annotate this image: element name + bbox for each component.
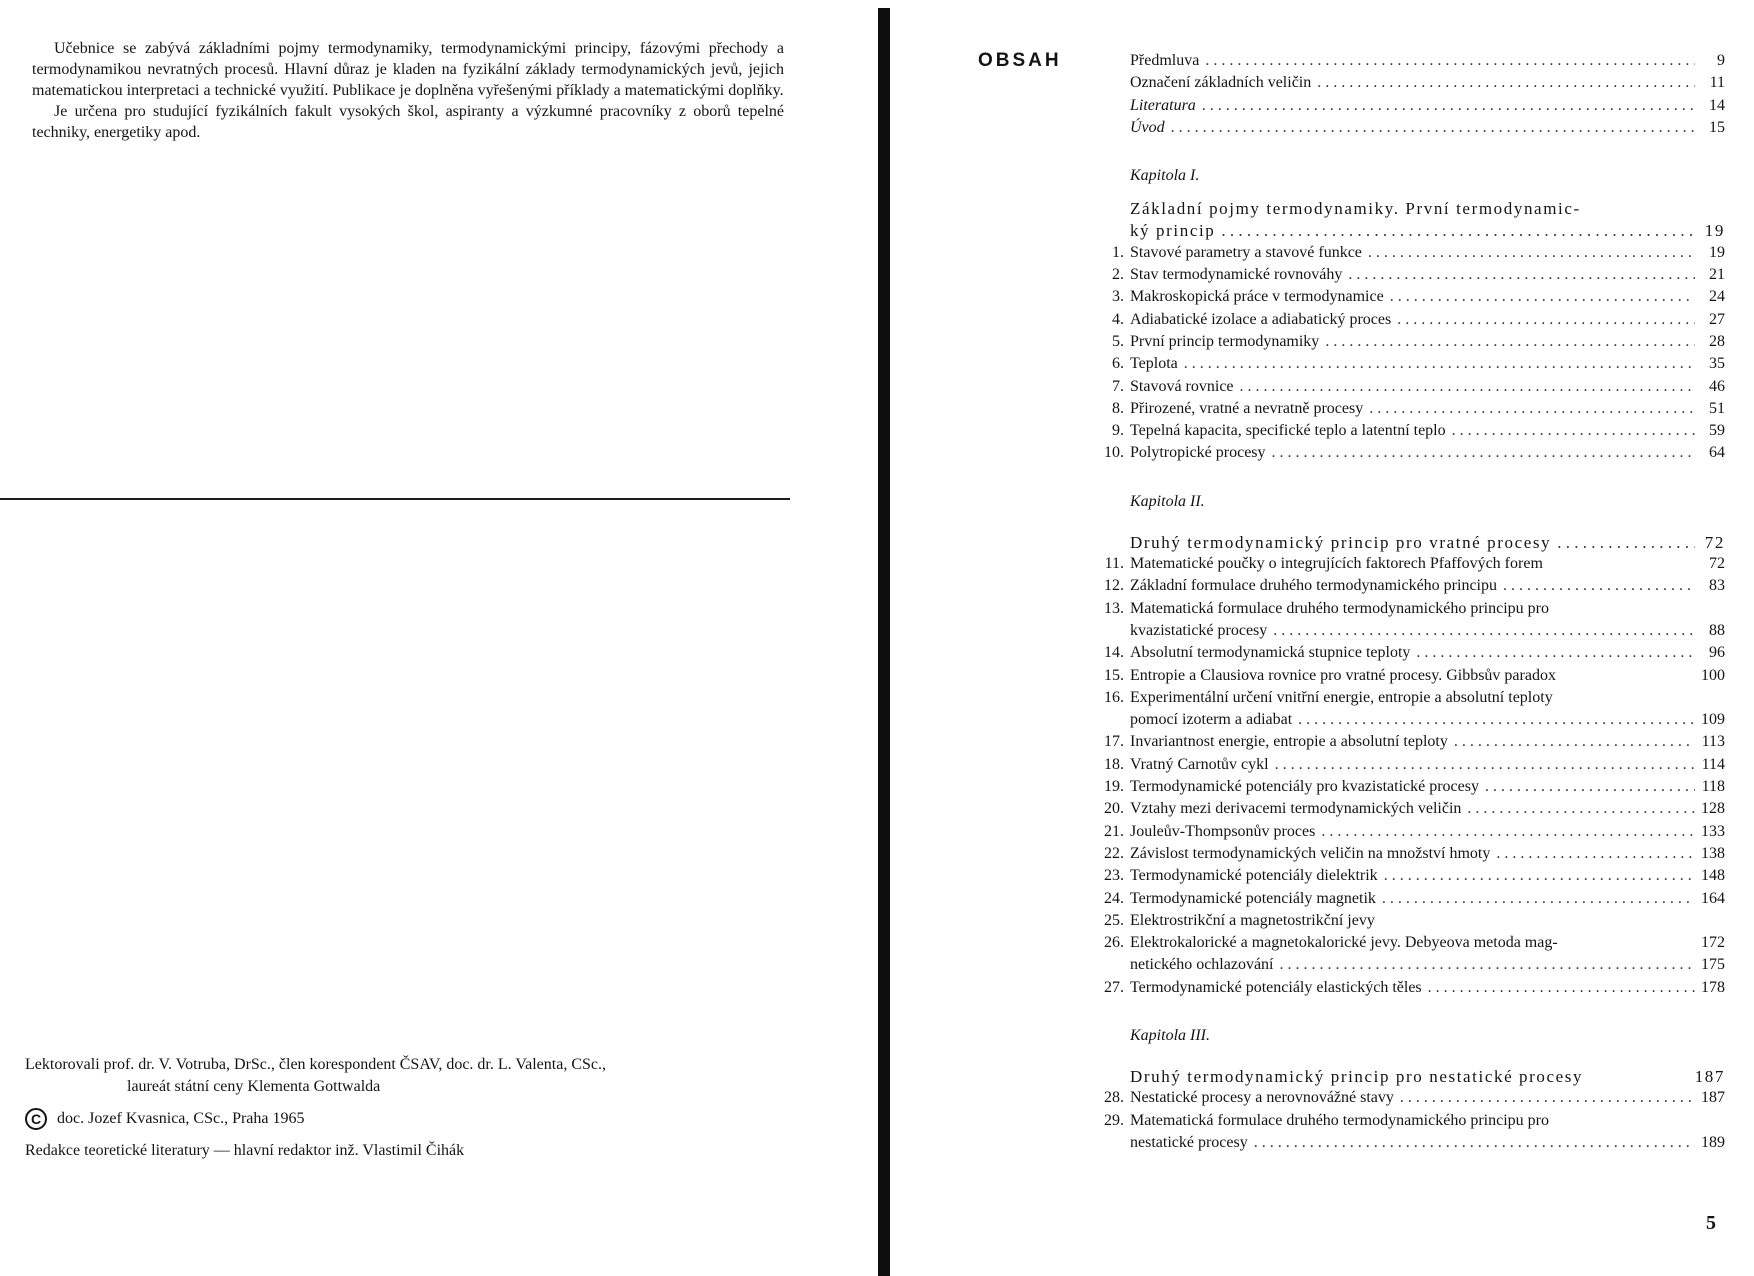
toc-entry-title: Matematické poučky o integrujících faktorech Pfaffových forem xyxy=(1130,555,1543,573)
toc-entry-title: Literatura xyxy=(1130,96,1196,114)
toc-entry-page: 113 xyxy=(1701,733,1725,751)
toc-section-entry[interactable] xyxy=(1112,377,1725,400)
toc-entry-number: 3. xyxy=(1112,288,1124,306)
toc-section-entry[interactable] xyxy=(1104,800,1725,822)
toc-entry-page: 172 xyxy=(1701,934,1725,952)
toc-entry-title: Tepelná kapacita, specifické teplo a latentní teplo xyxy=(1130,422,1446,440)
toc-section-entry[interactable] xyxy=(1130,711,1725,733)
toc-entry-title: Elektrokalorické a magnetokalorické jevy. Debyeova metoda mag- xyxy=(1130,934,1558,952)
toc-entry-page: 187 xyxy=(1701,1089,1725,1107)
chapter-3-title[interactable] xyxy=(1130,1067,1725,1089)
toc-entry-number: 18. xyxy=(1104,755,1124,773)
toc-entry-page: 100 xyxy=(1701,666,1725,684)
toc-section-entry[interactable] xyxy=(1104,778,1725,800)
toc-entry-number: 23. xyxy=(1104,867,1124,885)
toc-entry-title: Termodynamické potenciály pro kvazistatické procesy xyxy=(1130,778,1479,796)
toc-entry-title: Termodynamické potenciály dielektrik xyxy=(1130,867,1378,885)
toc-section-entry[interactable] xyxy=(1104,1111,1725,1134)
toc-section-entry[interactable] xyxy=(1104,889,1725,912)
toc-entry-page: 178 xyxy=(1701,978,1725,996)
dot-leader xyxy=(1390,288,1695,306)
dot-leader xyxy=(1317,74,1695,92)
toc-entry-title: Základní formulace druhého termodynamického principu xyxy=(1130,577,1497,595)
toc-entry-number: 4. xyxy=(1112,310,1124,328)
dot-leader xyxy=(1205,52,1695,70)
toc-entry-page: 72 xyxy=(1709,555,1725,573)
chapter-title-text: Druhý termodynamický princip pro nestatické procesy xyxy=(1130,1066,1584,1086)
spacer xyxy=(1130,515,1725,533)
copyright-icon: C xyxy=(25,1108,47,1130)
toc-entry-page: 96 xyxy=(1709,644,1725,662)
dot-leader xyxy=(1221,221,1695,241)
dot-leader xyxy=(1348,266,1695,284)
toc-entry-page: 27 xyxy=(1709,310,1725,328)
toc-entry-title: Označení základních veličin xyxy=(1130,74,1312,92)
toc-entry-page: 19 xyxy=(1704,221,1725,241)
toc-entry-title: Stav termodynamické rovnováhy xyxy=(1130,266,1343,284)
description-paragraph-2: Je určena pro studující fyzikálních fakult vysokých škol, aspiranty a výzkumné pracovníky z oborů tepelné techniky, energetiky apod. xyxy=(32,103,784,141)
spacer xyxy=(1130,1049,1725,1067)
toc-entry-title: netického ochlazování xyxy=(1130,956,1274,974)
toc-entry-number: 12. xyxy=(1104,577,1124,595)
toc-entry-number: 11. xyxy=(1104,555,1124,573)
toc-section-entry[interactable] xyxy=(1104,934,1725,956)
toc-entry-title: Experimentální určení vnitřní energie, entropie a absolutní teploty xyxy=(1130,688,1553,706)
toc-section-entry[interactable] xyxy=(1104,822,1725,845)
toc-entry-page: 28 xyxy=(1709,332,1725,350)
toc-entry-title: Entropie a Clausiova rovnice pro vratné procesy. Gibbsův paradox xyxy=(1130,666,1556,684)
toc-front-matter-entry[interactable] xyxy=(1130,74,1725,96)
spacer xyxy=(1130,467,1725,493)
toc-entry-number: 21. xyxy=(1104,822,1124,840)
dot-leader xyxy=(1240,378,1695,396)
spacer xyxy=(1130,1001,1725,1027)
toc-entry-title: nestatické procesy xyxy=(1130,1133,1248,1151)
dot-leader xyxy=(1368,244,1695,262)
dot-leader xyxy=(1397,311,1695,329)
horizontal-rule xyxy=(0,498,790,500)
chapter-3-label: Kapitola III. xyxy=(1130,1026,1210,1044)
toc-section-entry[interactable] xyxy=(1104,733,1725,755)
toc-entry-page: 59 xyxy=(1709,422,1725,440)
editor-line: Redakce teoretické literatury — hlavní redaktor inž. Vlastimil Čihák xyxy=(25,1142,465,1159)
dot-leader xyxy=(1557,533,1695,553)
dot-leader xyxy=(1298,711,1695,729)
dot-leader xyxy=(1325,333,1695,351)
toc-entry-page: 21 xyxy=(1709,266,1725,284)
toc-entry-number: 22. xyxy=(1104,844,1124,862)
chapter-title-text: ký princip xyxy=(1130,221,1216,241)
toc-entry-title: Matematická formulace druhého termodynamického principu pro xyxy=(1130,599,1549,617)
toc-entry-number: 1. xyxy=(1112,243,1124,261)
toc-entry-title: Úvod xyxy=(1130,118,1165,136)
toc-entry-number: 15. xyxy=(1104,666,1124,684)
dot-leader xyxy=(1496,845,1695,863)
toc-entry-page: 64 xyxy=(1709,444,1725,462)
dot-leader xyxy=(1485,778,1695,796)
toc-section-entry[interactable] xyxy=(1104,755,1725,778)
toc-entry-title: Adiabatické izolace a adiabatický proces xyxy=(1130,310,1392,328)
toc-entry-title: Matematická formulace druhého termodynamického principu pro xyxy=(1130,1111,1549,1129)
toc-entry-page: 133 xyxy=(1701,822,1725,840)
toc-entry-title: Absolutní termodynamická stupnice teploty xyxy=(1130,644,1411,662)
dot-leader xyxy=(1416,644,1695,662)
toc-entry-title: Stavová rovnice xyxy=(1130,377,1234,395)
toc-entry-page: 128 xyxy=(1701,800,1725,818)
credits xyxy=(25,1054,845,1162)
table-of-contents xyxy=(1104,52,1725,1156)
toc-entry-page: 88 xyxy=(1709,621,1725,639)
toc-front-matter-entry[interactable] xyxy=(1130,119,1725,141)
toc-section-entry[interactable] xyxy=(1112,243,1725,266)
toc-section-entry[interactable] xyxy=(1104,867,1725,889)
toc-entry-page: 148 xyxy=(1701,867,1725,885)
book-description xyxy=(32,38,784,143)
toc-entry-page: 15 xyxy=(1709,118,1725,136)
spacer xyxy=(1130,189,1725,199)
dot-leader xyxy=(1467,800,1695,818)
toc-entry-page: 189 xyxy=(1701,1133,1725,1151)
toc-section-entry[interactable] xyxy=(1112,355,1725,377)
dot-leader xyxy=(1202,97,1695,115)
toc-section-entry[interactable] xyxy=(1112,399,1725,422)
toc-entry-title: Nestatické procesy a nerovnovážné stavy xyxy=(1130,1089,1394,1107)
toc-entry-title: Přirozené, vratné a nevratně procesy xyxy=(1130,399,1364,417)
dot-leader xyxy=(1382,890,1695,908)
toc-entry-title: Závislost termodynamických veličin na množství hmoty xyxy=(1130,844,1491,862)
dot-leader xyxy=(1254,1134,1695,1152)
dot-leader xyxy=(1369,400,1695,418)
toc-entry-title: Teplota xyxy=(1130,355,1178,373)
toc-section-entry[interactable] xyxy=(1104,444,1725,466)
dot-leader xyxy=(1452,422,1695,440)
chapter-1-label: Kapitola I. xyxy=(1130,167,1200,185)
toc-entry-number: 10. xyxy=(1104,444,1124,462)
dot-leader xyxy=(1428,979,1695,997)
toc-entry-page: 175 xyxy=(1701,956,1725,974)
chapter-1-title-cont[interactable] xyxy=(1130,221,1725,243)
toc-entry-title: Termodynamické potenciály magnetik xyxy=(1130,889,1376,907)
toc-section-entry[interactable] xyxy=(1112,332,1725,355)
toc-section-entry[interactable] xyxy=(1104,599,1725,622)
toc-entry-page: 46 xyxy=(1709,377,1725,395)
toc-section-entry[interactable] xyxy=(1104,688,1725,711)
toc-entry-number: 6. xyxy=(1112,355,1124,373)
toc-entry-number: 13. xyxy=(1104,599,1124,617)
toc-section-entry[interactable] xyxy=(1112,288,1725,310)
toc-section-entry[interactable] xyxy=(1130,622,1725,644)
toc-entry-number: 7. xyxy=(1112,377,1124,395)
toc-section-entry[interactable] xyxy=(1104,844,1725,867)
dot-leader xyxy=(1400,1089,1695,1107)
toc-entry-page: 138 xyxy=(1701,844,1725,862)
toc-entry-title: Stavové parametry a stavové funkce xyxy=(1130,243,1362,261)
toc-entry-page: 187 xyxy=(1694,1066,1725,1086)
toc-entry-number: 20. xyxy=(1104,800,1124,818)
toc-entry-title: Polytropické procesy xyxy=(1130,444,1266,462)
toc-entry-title: Makroskopická práce v termodynamice xyxy=(1130,288,1384,306)
chapter-title-text: Druhý termodynamický princip pro vratné procesy xyxy=(1130,532,1552,552)
toc-entry-title: Invariantnost energie, entropie a absolutní teploty xyxy=(1130,733,1448,751)
description-paragraph-1: Učebnice se zabývá základními pojmy termodynamiky, termodynamickými principy, fázovými přechody a termodynamikou nevratných procesů. Hlavní důraz je kladen na fyzikální základy termodynamických jevů, jejich matematickou interpretaci a technické využití. Publikace je doplněna vyřešenými příklady a matematickými doplňky. xyxy=(32,40,784,99)
toc-entry-title: Jouleův-Thompsonův proces xyxy=(1130,822,1316,840)
toc-entry-title: Termodynamické potenciály elastických těles xyxy=(1130,978,1422,996)
toc-entry-page: 19 xyxy=(1709,243,1725,261)
dot-leader xyxy=(1272,444,1695,462)
toc-entry-number: 5. xyxy=(1112,332,1124,350)
toc-entry-title: Elektrostrikční a magnetostrikční jevy xyxy=(1130,911,1375,929)
toc-section-entry[interactable] xyxy=(1104,666,1725,689)
toc-section-entry[interactable] xyxy=(1104,911,1725,934)
toc-front-matter-entry[interactable] xyxy=(1130,97,1725,119)
toc-section-entry[interactable] xyxy=(1104,1089,1725,1111)
toc-entry-page: 35 xyxy=(1709,355,1725,373)
toc-entry-page: 83 xyxy=(1709,577,1725,595)
dot-leader xyxy=(1384,867,1695,885)
toc-entry-page: 14 xyxy=(1709,96,1725,114)
toc-entry-number: 24. xyxy=(1104,889,1124,907)
chapter-title-text: Základní pojmy termodynamiky. První termodynamic- xyxy=(1130,199,1581,219)
toc-entry-number: 14. xyxy=(1104,644,1124,662)
toc-entry-number: 16. xyxy=(1104,688,1124,706)
toc-entry-title: kvazistatické procesy xyxy=(1130,621,1268,639)
spacer xyxy=(1130,141,1725,167)
toc-entry-number: 19. xyxy=(1104,778,1124,796)
copyright-text: doc. Jozef Kvasnica, CSc., Praha 1965 xyxy=(57,1110,305,1127)
toc-entry-page: 9 xyxy=(1717,52,1725,69)
toc-section-entry[interactable] xyxy=(1130,956,1725,978)
toc-entry-page: 114 xyxy=(1701,755,1725,773)
copyright-line xyxy=(25,1108,845,1130)
toc-entry-number: 2. xyxy=(1112,266,1124,284)
toc-entry-page: 118 xyxy=(1701,778,1725,796)
toc-section-entry[interactable] xyxy=(1104,577,1725,599)
toc-entry-number: 9. xyxy=(1112,422,1124,440)
toc-section-entry[interactable] xyxy=(1112,422,1725,444)
toc-entry-title: Předmluva xyxy=(1130,52,1200,69)
toc-heading: OBSAH xyxy=(978,50,1062,71)
toc-entry-page: 11 xyxy=(1709,74,1725,92)
chapter-1-title[interactable] xyxy=(1130,199,1725,221)
toc-entry-page: 51 xyxy=(1709,399,1725,417)
toc-section-entry[interactable] xyxy=(1112,310,1725,333)
dot-leader xyxy=(1503,577,1695,595)
toc-section-entry[interactable] xyxy=(1104,978,1725,1001)
dot-leader xyxy=(1321,823,1695,841)
toc-section-entry[interactable] xyxy=(1104,555,1725,577)
book-spine-divider xyxy=(878,8,890,1276)
dot-leader xyxy=(1280,956,1696,974)
toc-entry-title: pomocí izoterm a adiabat xyxy=(1130,711,1293,729)
dot-leader xyxy=(1171,119,1695,137)
chapter-2-title[interactable] xyxy=(1130,533,1725,555)
toc-entry-title: První princip termodynamiky xyxy=(1130,332,1320,350)
toc-section-entry[interactable] xyxy=(1104,644,1725,666)
toc-front-matter-entry[interactable] xyxy=(1130,52,1725,74)
toc-entry-page: 164 xyxy=(1701,889,1725,907)
page-number: 5 xyxy=(1706,1212,1716,1234)
toc-entry-page: 24 xyxy=(1709,288,1725,306)
toc-entry-title: Vztahy mezi derivacemi termodynamických veličin xyxy=(1130,800,1462,818)
toc-entry-number: 27. xyxy=(1104,978,1124,996)
dot-leader xyxy=(1454,733,1695,751)
dot-leader xyxy=(1275,756,1695,774)
toc-entry-page: 72 xyxy=(1704,532,1725,552)
dot-leader xyxy=(1184,355,1695,373)
toc-entry-page: 109 xyxy=(1701,711,1725,729)
toc-entry-number: 25. xyxy=(1104,911,1124,929)
toc-section-entry[interactable] xyxy=(1130,1134,1725,1156)
toc-section-entry[interactable] xyxy=(1112,266,1725,288)
toc-entry-title: Vratný Carnotův cykl xyxy=(1130,755,1269,773)
toc-entry-number: 28. xyxy=(1104,1089,1124,1107)
chapter-2-label: Kapitola II. xyxy=(1130,492,1205,510)
reviewers-line-1: Lektorovali prof. dr. V. Votruba, DrSc., člen korespondent ČSAV, doc. dr. L. Valenta, CSc., xyxy=(25,1056,606,1073)
toc-entry-number: 26. xyxy=(1104,934,1124,952)
dot-leader xyxy=(1273,622,1695,640)
toc-entry-number: 17. xyxy=(1104,733,1124,751)
toc-entry-number: 8. xyxy=(1112,399,1124,417)
reviewers-line-2: laureát státní ceny Klementa Gottwalda xyxy=(127,1078,381,1095)
toc-entry-number: 29. xyxy=(1104,1111,1124,1129)
